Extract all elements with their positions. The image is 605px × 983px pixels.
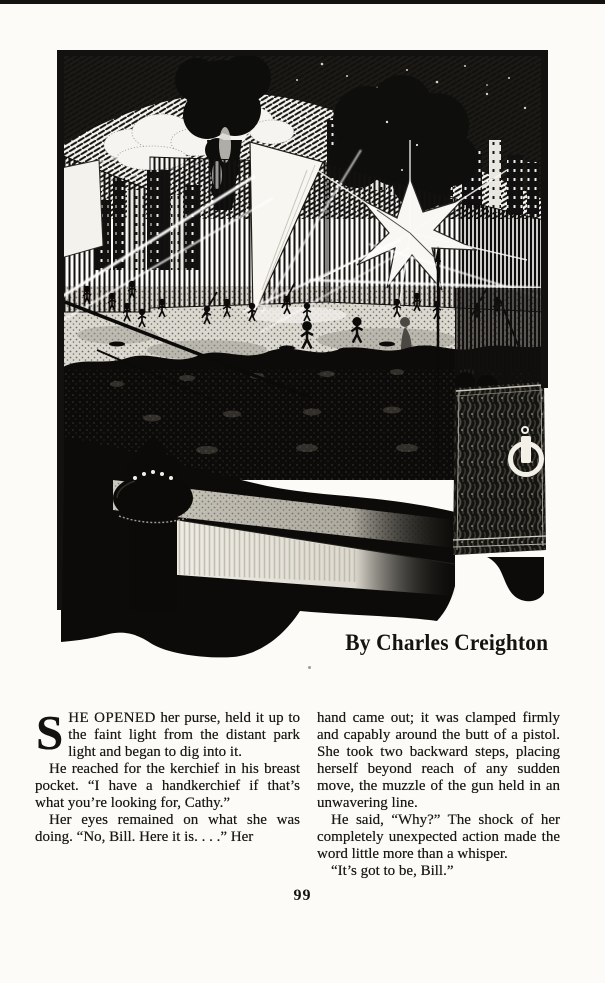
illustration-artwork [57, 50, 548, 662]
speaker-podium [453, 288, 546, 601]
story-text [35, 705, 560, 880]
left-column [35, 705, 300, 880]
story-illustration [57, 50, 548, 662]
paragraph: He reached for the kerchief in his breast pocket. “I have a handkerchief if that’s what you’re looking for, Cathy.” [35, 761, 300, 811]
drop-cap: S [36, 705, 64, 760]
page-number: 99 [293, 887, 312, 904]
paragraph: hand came out; it was clamped firmly and capably around the butt of a pistol. She took two backward steps, placing herself beyond reach of any sudden move, the muzzle of the gun held in an unwavering line. [317, 710, 560, 811]
byline: By Charles Creighton [345, 630, 548, 655]
paragraph: “It’s got to be, Bill.” [331, 863, 454, 879]
opening-caps: HE OPENED [68, 710, 156, 726]
opening-paragraph [35, 705, 300, 761]
white-screen-left [61, 160, 103, 258]
right-column [317, 710, 560, 880]
opening-text: her purse, held it up to the faint light from the distant park light and began to dig into it. [68, 710, 300, 760]
scan-speck [308, 666, 311, 669]
paragraph: Her eyes remained on what she was doing. “No, Bill. Here it is. . . .” Her [35, 812, 300, 845]
scan-speck [486, 84, 488, 86]
page-top-scan-bar [0, 0, 605, 4]
paragraph: He said, “Why?” The shock of her completely unexpected action made the word little more than a whisper. [317, 812, 560, 862]
